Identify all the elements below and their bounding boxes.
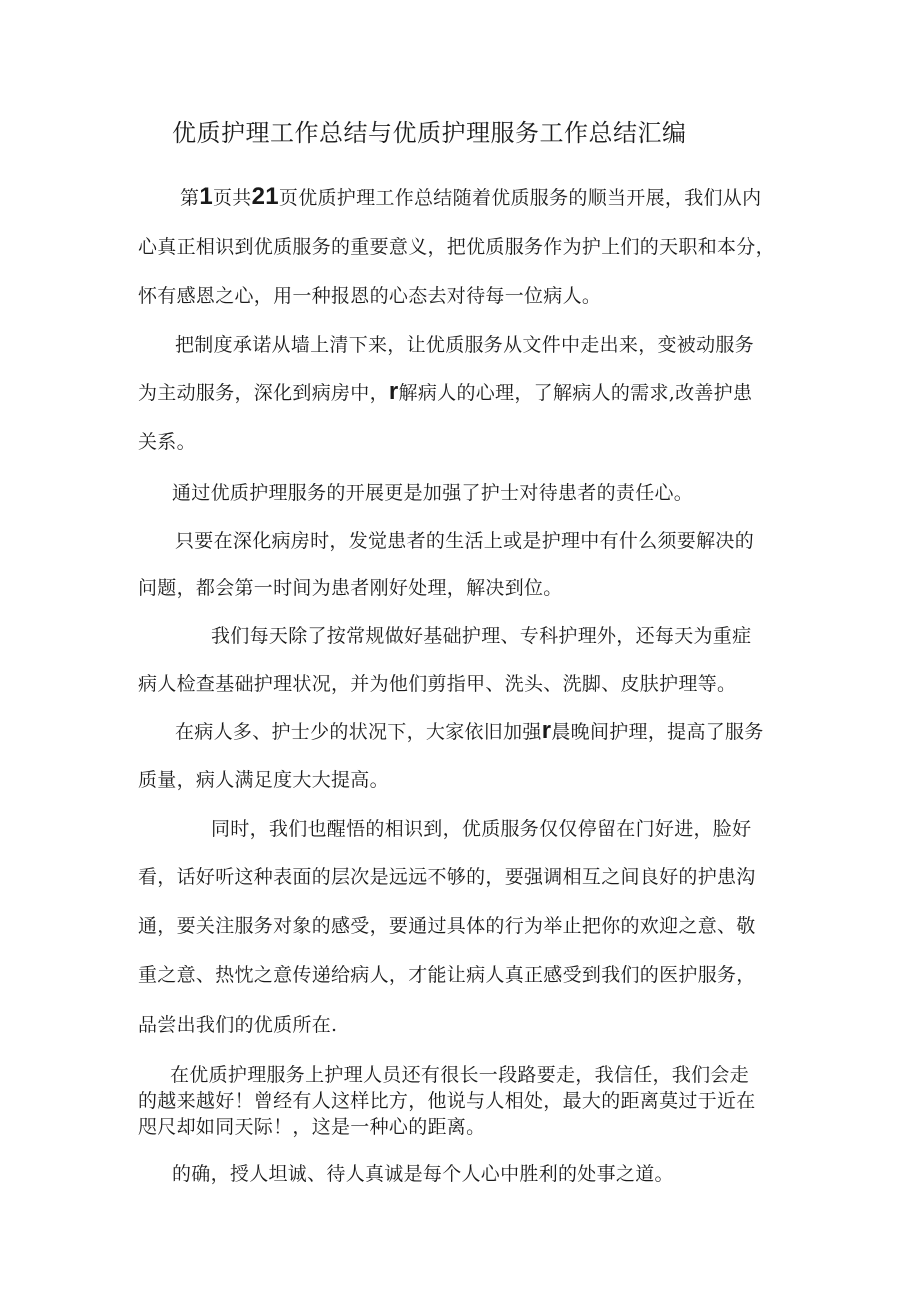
paragraph-line <box>175 717 764 745</box>
paragraph-line: 怀有感恩之心，用一种报恩的心态去对待每一位病人。 <box>138 285 602 307</box>
paragraph-line: 质量，病人满足度大大提高。 <box>138 769 389 791</box>
paragraph-line: 咫尺却如同天际！，这是一种心的距离。 <box>138 1116 486 1138</box>
paragraph-line: 的越来越好！曾经有人这样比方，他说与人相处，最大的距离莫过于近在 <box>138 1090 756 1112</box>
paragraph-line: 品尝出我们的优质所在. <box>138 1014 338 1036</box>
line-text: 在病人多、护士少的状况下，大家依旧加强 <box>175 721 542 743</box>
page-number: 1 <box>199 183 213 210</box>
paragraph-line <box>138 378 752 406</box>
paragraph-line: 我们每天除了按常规做好基础护理、专科护理外，还每天为重症 <box>211 625 752 647</box>
line-text: 为主动服务，深化到病房中， <box>138 382 389 404</box>
paragraph-line: 把制度承诺从墙上清下来，让优质服务从文件中走出来，变被动服务 <box>175 334 755 356</box>
glyph-r: r <box>541 717 552 744</box>
paragraph-line: 看，话好听这种表面的层次是远远不够的，要强调相互之间良好的护患沟 <box>138 866 756 888</box>
paragraph-line: 通过优质护理服务的开展更是加强了护士对待患者的责任心。 <box>172 482 694 504</box>
page-info-suffix: 页 <box>278 187 299 209</box>
paragraph-line: 同时，我们也醒悟的相识到，优质服务仅仅停留在门好进，脸好 <box>211 818 752 840</box>
line-text: 解病人的心理，了解病人的需求,改善护患 <box>398 382 753 404</box>
paragraph-line: 心真正相识到优质服务的重要意义，把优质服务作为护上们的天职和本分， <box>138 236 775 258</box>
page-info-mid: 页共 <box>212 187 252 209</box>
paragraph-line: 病人检查基础护理状况，并为他们剪指甲、洗头、洗脚、皮肤护理等。 <box>138 673 737 695</box>
page-total: 21 <box>251 183 279 210</box>
paragraph-line: 关系。 <box>138 431 196 453</box>
paragraph-line: 问题，都会第一时间为患者刚好处理，解决到位。 <box>138 577 563 599</box>
paragraph-line: 重之意、热忱之意传递给病人，才能让病人真正感受到我们的医护服务， <box>138 964 756 986</box>
line-text: 晨晚间护理，提高了服务 <box>551 721 764 743</box>
page-info-prefix: 第 <box>180 187 200 209</box>
paragraph-line: 只要在深化病房时，发觉患者的生活上或是护理中有什么须要解决的 <box>175 530 755 552</box>
paragraph-line <box>180 183 761 211</box>
document-title: 优质护理工作总结与优质护理服务工作总结汇编 <box>172 119 687 147</box>
glyph-r: r <box>388 378 399 405</box>
paragraph-line: 通，要关注服务对象的感受，要通过具体的行为举止把你的欢迎之意、敬 <box>138 915 756 937</box>
line-text: 优质护理工作总结随着优质服务的顺当开展，我们从内 <box>298 187 762 209</box>
paragraph-line: 的确，授人坦诚、待人真诚是每个人心中胜利的处事之道。 <box>172 1163 674 1185</box>
paragraph-line: 在优质护理服务上护理人员还有很长一段路要走，我信任，我们会走 <box>170 1064 750 1086</box>
